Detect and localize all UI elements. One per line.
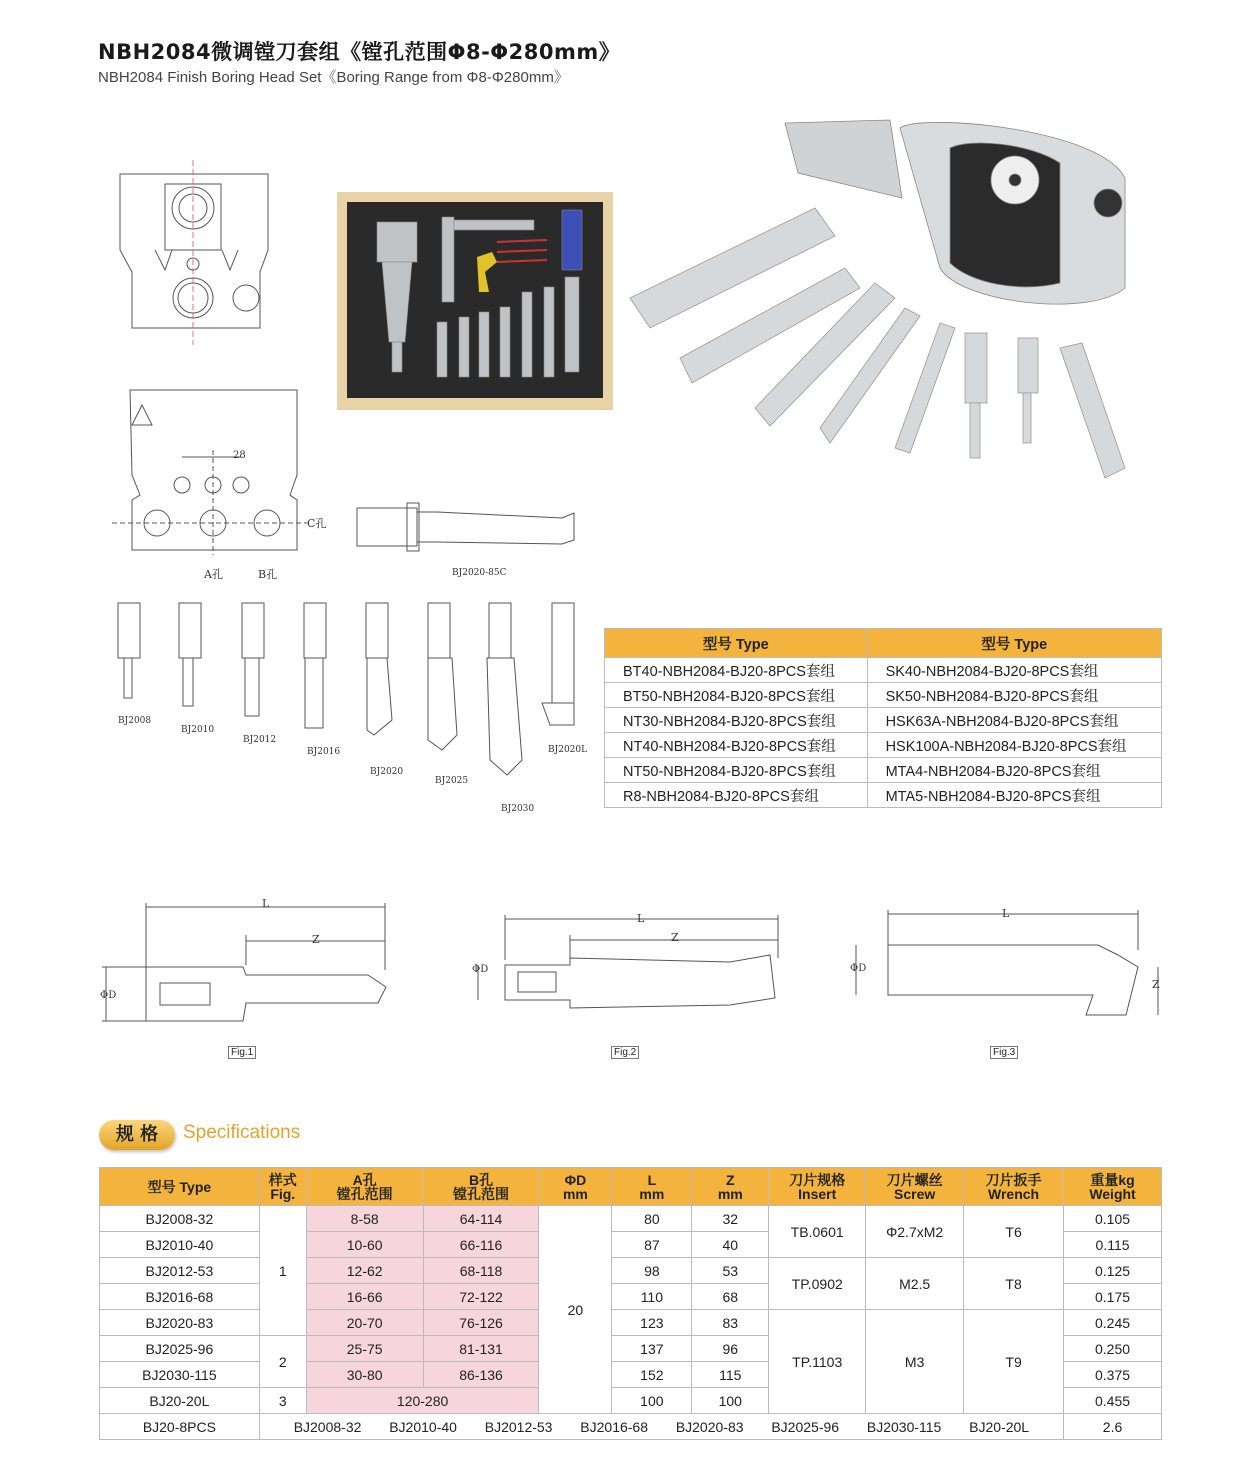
table-row-set (100, 1414, 1162, 1440)
spec-z: 68 (692, 1284, 769, 1310)
type-cell: NT50-NBH2084-BJ20-8PCS套组 (605, 758, 868, 783)
type-cell: BT40-NBH2084-BJ20-8PCS套组 (605, 658, 868, 683)
type-header-right: 型号 Type (867, 629, 1161, 658)
spec-weight: 0.375 (1064, 1362, 1162, 1388)
fig1-caption: Fig.1 (228, 1046, 256, 1059)
fig2-caption: Fig.2 (611, 1046, 639, 1059)
spec-set-type: BJ20-8PCS (100, 1414, 260, 1440)
set-item: BJ2012-53 (484, 1418, 553, 1435)
spec-type: BJ2008-32 (100, 1206, 260, 1232)
spec-type: BJ2012-53 (100, 1258, 260, 1284)
spec-type: BJ2016-68 (100, 1284, 260, 1310)
header-weight: 重量kg Weight (1064, 1168, 1162, 1206)
spec-z: 96 (692, 1336, 769, 1362)
spec-screw: M2.5 (866, 1258, 964, 1310)
page-title: NBH2084微调镗刀套组《镗孔范围Φ8-Φ280mm》 (98, 40, 621, 64)
kit-box-photo (337, 192, 613, 410)
set-item: BJ2008-32 (293, 1418, 362, 1435)
boring-head-photo (620, 108, 1140, 493)
spec-weight: 0.245 (1064, 1310, 1162, 1336)
fig2-drawing (470, 910, 790, 1020)
boring-bars-drawing (112, 600, 592, 800)
spec-l: 80 (612, 1206, 692, 1232)
spec-set-contents (259, 1414, 1063, 1440)
header-type: 型号 Type (100, 1168, 260, 1206)
spec-weight: 0.125 (1064, 1258, 1162, 1284)
spec-a: 16-66 (306, 1284, 423, 1310)
spec-type: BJ2025-96 (100, 1336, 260, 1362)
bar-label-bj2020l: BJ2020L (548, 745, 588, 755)
spec-z: 115 (692, 1362, 769, 1388)
fig2-Z-label: Z (671, 931, 679, 944)
spec-b: 64-114 (423, 1206, 539, 1232)
boring-head-side-drawing (112, 385, 362, 585)
type-cell: NT40-NBH2084-BJ20-8PCS套组 (605, 733, 868, 758)
fig2-D-label: ΦD (472, 964, 489, 975)
fig1-Z-label: Z (312, 933, 320, 946)
spec-set-weight: 2.6 (1064, 1414, 1162, 1440)
type-cell: NT30-NBH2084-BJ20-8PCS套组 (605, 708, 868, 733)
type-cell: BT50-NBH2084-BJ20-8PCS套组 (605, 683, 868, 708)
table-row (605, 683, 1162, 708)
spec-a: 8-58 (306, 1206, 423, 1232)
table-row (605, 658, 1162, 683)
spec-l: 137 (612, 1336, 692, 1362)
spec-type: BJ2010-40 (100, 1232, 260, 1258)
set-item: BJ2010-40 (389, 1418, 457, 1435)
table-row (100, 1258, 1162, 1284)
type-cell: MTA5-NBH2084-BJ20-8PCS套组 (867, 783, 1161, 808)
spec-l: 98 (612, 1258, 692, 1284)
spec-b: 81-131 (423, 1336, 539, 1362)
fig1-D-label: ΦD (100, 990, 117, 1001)
fig3-D-label: ΦD (850, 963, 867, 974)
spec-insert: TP.0902 (769, 1258, 866, 1310)
spec-l: 152 (612, 1362, 692, 1388)
bar-label-bj2008: BJ2008 (118, 716, 152, 726)
boring-head-front-drawing (110, 160, 310, 350)
spec-fig: 3 (259, 1388, 306, 1414)
spec-a: 30-80 (306, 1362, 423, 1388)
spec-z: 83 (692, 1310, 769, 1336)
spec-ab: 120-280 (306, 1388, 539, 1414)
specifications-table (99, 1167, 1162, 1440)
header-screw: 刀片螺丝 Screw (866, 1168, 964, 1206)
spec-z: 53 (692, 1258, 769, 1284)
table-row (605, 708, 1162, 733)
spec-a: 20-70 (306, 1310, 423, 1336)
spec-wrench: T8 (964, 1258, 1064, 1310)
spec-weight: 0.250 (1064, 1336, 1162, 1362)
header-b-range: B孔 镗孔范围 (423, 1168, 539, 1206)
page-subtitle: NBH2084 Finish Boring Head Set《Boring Range from Φ8-Φ280mm》 (98, 69, 569, 86)
table-row (605, 733, 1162, 758)
specifications-pill: 规 格 (99, 1120, 175, 1150)
fig2-L-label: L (637, 912, 645, 925)
type-cell: HSK100A-NBH2084-BJ20-8PCS套组 (867, 733, 1161, 758)
header-a-range: A孔 镗孔范围 (306, 1168, 423, 1206)
fig3-caption: Fig.3 (990, 1046, 1018, 1059)
fig1-drawing (98, 895, 398, 1035)
spec-type: BJ2020-83 (100, 1310, 260, 1336)
set-item: BJ2020-83 (675, 1418, 744, 1435)
spec-wrench: T6 (964, 1206, 1064, 1258)
spec-l: 110 (612, 1284, 692, 1310)
header-l: L mm (612, 1168, 692, 1206)
fig3-drawing (848, 905, 1168, 1025)
fig3-Z-label: Z (1152, 978, 1160, 991)
type-header-left: 型号 Type (605, 629, 868, 658)
table-row (605, 758, 1162, 783)
set-item: BJ2025-96 (771, 1418, 840, 1435)
bar-label-bj2010: BJ2010 (181, 725, 215, 735)
header-z: Z mm (692, 1168, 769, 1206)
set-item: BJ2030-115 (866, 1418, 942, 1435)
spec-insert: TP.1103 (769, 1310, 866, 1414)
table-row (605, 783, 1162, 808)
type-cell: MTA4-NBH2084-BJ20-8PCS套组 (867, 758, 1161, 783)
header-wrench: 刀片扳手 Wrench (964, 1168, 1064, 1206)
specifications-title: Specifications (183, 1122, 301, 1143)
a-hole-label: A孔 (204, 568, 223, 581)
spec-b: 66-116 (423, 1232, 539, 1258)
spec-weight: 0.455 (1064, 1388, 1162, 1414)
spec-weight: 0.115 (1064, 1232, 1162, 1258)
spec-type: BJ20-20L (100, 1388, 260, 1414)
spec-l: 100 (612, 1388, 692, 1414)
spec-fig: 1 (259, 1206, 306, 1336)
spec-weight: 0.175 (1064, 1284, 1162, 1310)
b-hole-label: B孔 (258, 568, 278, 581)
spec-fig: 2 (259, 1336, 306, 1388)
bar-label-bj2025: BJ2025 (435, 776, 469, 786)
bar-label-bj2016: BJ2016 (307, 747, 341, 757)
spec-z: 32 (692, 1206, 769, 1232)
type-cell: SK40-NBH2084-BJ20-8PCS套组 (867, 658, 1161, 683)
header-fig: 样式 Fig. (259, 1168, 306, 1206)
spec-d: 20 (539, 1206, 612, 1414)
set-item: BJ2016-68 (580, 1418, 648, 1435)
model-type-table (604, 628, 1162, 808)
spec-z: 100 (692, 1388, 769, 1414)
spec-b: 68-118 (423, 1258, 539, 1284)
bar-label-bj2020: BJ2020 (370, 767, 404, 777)
spec-screw: Φ2.7xM2 (866, 1206, 964, 1258)
spec-weight: 0.105 (1064, 1206, 1162, 1232)
spec-l: 123 (612, 1310, 692, 1336)
spec-a: 25-75 (306, 1336, 423, 1362)
bar-85c-drawing (352, 498, 582, 553)
fig3-L-label: L (1002, 907, 1010, 920)
bar-label-bj2012: BJ2012 (243, 735, 277, 745)
spec-b: 72-122 (423, 1284, 539, 1310)
bar-label-bj2030: BJ2030 (501, 804, 535, 814)
dim-28-label: 28 (233, 450, 246, 461)
header-d: ΦD mm (539, 1168, 612, 1206)
table-row (100, 1310, 1162, 1336)
spec-insert: TB.0601 (769, 1206, 866, 1258)
spec-z: 40 (692, 1232, 769, 1258)
type-cell: SK50-NBH2084-BJ20-8PCS套组 (867, 683, 1161, 708)
spec-type: BJ2030-115 (100, 1362, 260, 1388)
bar-85c-label: BJ2020-85C (452, 568, 507, 578)
spec-wrench: T9 (964, 1310, 1064, 1414)
spec-l: 87 (612, 1232, 692, 1258)
spec-a: 12-62 (306, 1258, 423, 1284)
spec-screw: M3 (866, 1310, 964, 1414)
c-hole-label: C孔 (307, 517, 327, 530)
set-item: BJ20-20L (969, 1418, 1030, 1435)
type-cell: R8-NBH2084-BJ20-8PCS套组 (605, 783, 868, 808)
spec-b: 86-136 (423, 1362, 539, 1388)
table-row (100, 1206, 1162, 1232)
type-cell: HSK63A-NBH2084-BJ20-8PCS套组 (867, 708, 1161, 733)
fig1-L-label: L (262, 897, 270, 910)
header-insert: 刀片规格 Insert (769, 1168, 866, 1206)
spec-a: 10-60 (306, 1232, 423, 1258)
spec-b: 76-126 (423, 1310, 539, 1336)
